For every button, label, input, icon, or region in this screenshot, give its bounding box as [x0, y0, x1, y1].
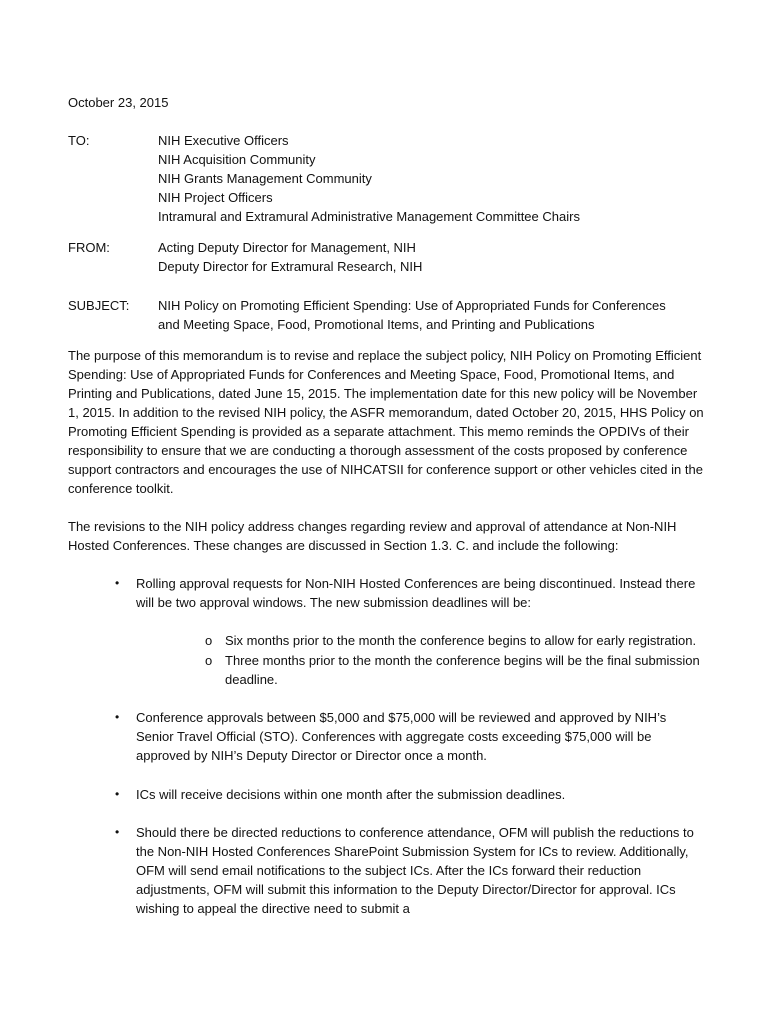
- recipient: Intramural and Extramural Administrative Management Committee Chairs: [158, 209, 580, 224]
- recipient: NIH Acquisition Community: [158, 152, 316, 167]
- bullet-text: ICs will receive decisions within one month after the submission deadlines.: [136, 787, 566, 802]
- recipient: NIH Grants Management Community: [158, 171, 372, 186]
- bullet-text: Conference approvals between $5,000 and $75,000 will be reviewed and approved by NIH’s Senior Travel Official (STO). Conferences with aggregate costs exceeding $75,000 will be approved by NIH’s Deputy Director or Director once a month.: [136, 710, 667, 763]
- sub-list-item: [205, 651, 745, 689]
- list-item: [115, 708, 706, 765]
- from-senders: [158, 238, 718, 276]
- sender: Acting Deputy Director for Management, NIH: [158, 240, 416, 255]
- sub-bullet-icon: o: [205, 653, 213, 668]
- list-item: [115, 823, 706, 918]
- subject-text: [158, 296, 718, 334]
- subject-line: NIH Policy on Promoting Efficient Spending: Use of Appropriated Funds for Conferences: [158, 298, 666, 313]
- recipient: NIH Project Officers: [158, 190, 273, 205]
- bullet-icon: •: [115, 787, 120, 801]
- revisions-paragraph: The revisions to the NIH policy address changes regarding review and approval of attendance at Non-NIH Hosted Conferences. These changes are discussed in Section 1.3. C. and include the following:: [68, 519, 677, 553]
- sub-list-item: [205, 631, 745, 650]
- bullet-text: Should there be directed reductions to conference attendance, OFM will publish the reductions to the Non-NIH Hosted Conferences SharePoint Submission System for ICs to review. Additionally, OFM will send email notifications to the subject ICs. After the ICs forward their reduction adjustments, OFM will submit this information to the Deputy Director/Director for approval. ICs wishing to appeal the directive need to submit a: [136, 825, 694, 916]
- memo-date: October 23, 2015: [68, 95, 169, 110]
- sub-bullet-text: Six months prior to the month the conference begins to allow for early registration.: [225, 633, 697, 648]
- bullet-icon: •: [115, 576, 120, 590]
- list-item: [115, 574, 706, 612]
- sub-bullet-icon: o: [205, 633, 213, 648]
- purpose-paragraph: The purpose of this memorandum is to revise and replace the subject policy, NIH Policy on Promoting Efficient Spending: Use of Appropriated Funds for Conferences and Meeting Space, Food, Promotional Items, and Printing and Publications, dated June 15, 2015. The implementation date for this new policy will be November 1, 2015. In addition to the revised NIH policy, the ASFR memorandum, dated October 20, 2015, HHS Policy on Promoting Efficient Spending is provided as a separate attachment. This memo reminds the OPDIVs of their responsibility to ensure that we are conducting a thorough assessment of the costs proposed by conference support contractors and encourages the use of NIHCATSII for conference support or other vehicles cited in the conference toolkit.: [68, 348, 704, 496]
- list-item: [115, 785, 706, 804]
- subject-line: and Meeting Space, Food, Promotional Items, and Printing and Publications: [158, 317, 595, 332]
- sender: Deputy Director for Extramural Research, NIH: [158, 259, 423, 274]
- bullet-icon: •: [115, 710, 120, 724]
- to-label: TO:: [68, 133, 90, 148]
- sub-bullet-text: Three months prior to the month the conference begins will be the final submission deadline.: [225, 653, 700, 687]
- bullet-text: Rolling approval requests for Non-NIH Hosted Conferences are being discontinued. Instead there will be two approval windows. The new submission deadlines will be:: [136, 576, 696, 610]
- from-label: FROM:: [68, 240, 110, 255]
- bullet-icon: •: [115, 825, 120, 839]
- to-recipients: [158, 131, 718, 226]
- subject-label: SUBJECT:: [68, 298, 130, 313]
- recipient: NIH Executive Officers: [158, 133, 289, 148]
